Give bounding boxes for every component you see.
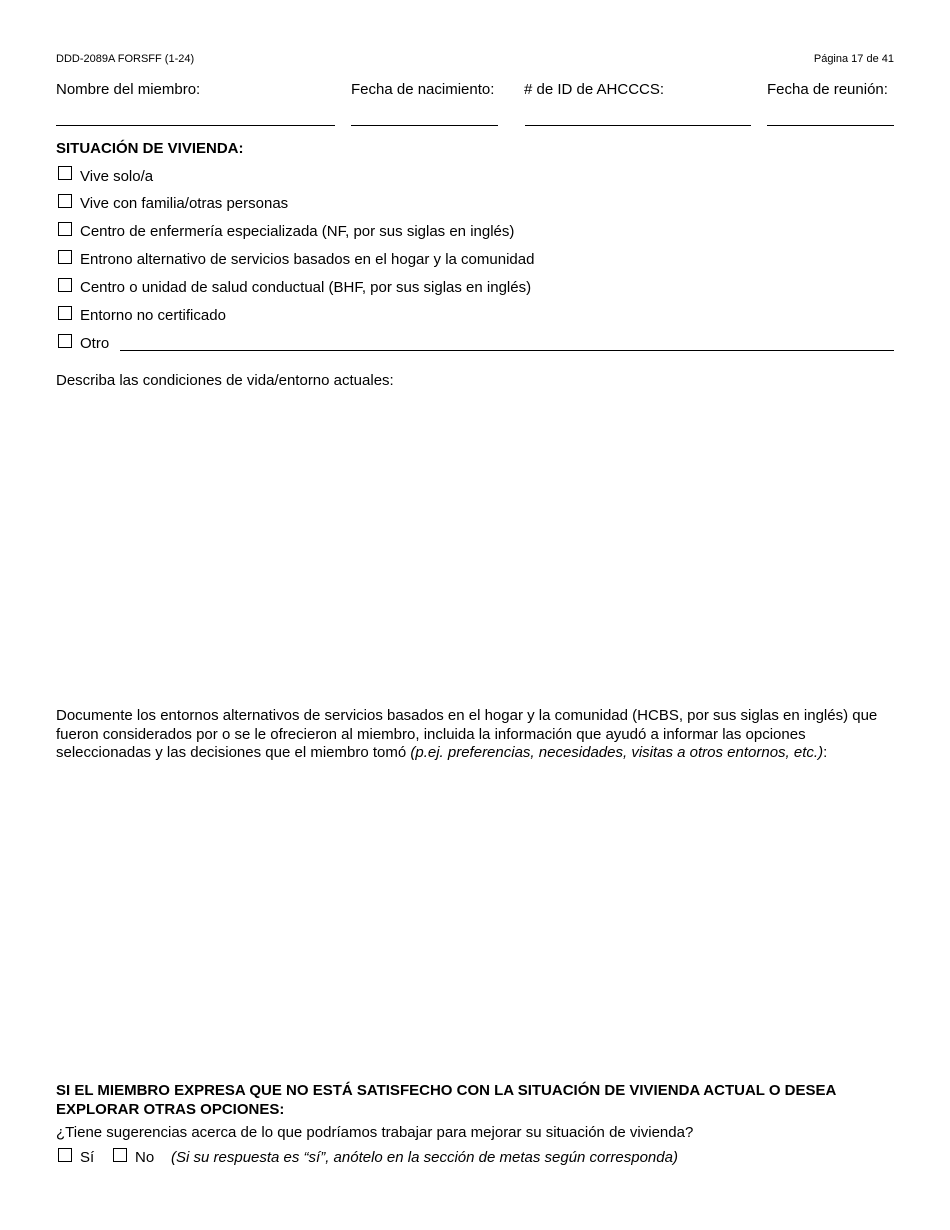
suggestions-question: ¿Tiene sugerencias acerca de lo que podríamos trabajar para mejorar su situación de vivienda?	[56, 1124, 694, 1141]
other-specify-field[interactable]	[120, 350, 894, 351]
ahcccs-id-label: # de ID de AHCCCS:	[524, 81, 665, 98]
yes-checkbox[interactable]	[58, 1148, 72, 1162]
describe-label: Describa las condiciones de vida/entorno actuales:	[56, 372, 394, 389]
option-label: Centro o unidad de salud conductual (BHF, por sus siglas en inglés)	[80, 279, 532, 296]
option-checkbox[interactable]	[58, 222, 72, 236]
yes-label: Sí	[80, 1149, 95, 1166]
member-name-label: Nombre del miembro:	[56, 81, 201, 98]
option-label: Vive solo/a	[80, 168, 154, 185]
meeting-date-field[interactable]	[767, 125, 894, 126]
option-label: Otro	[80, 335, 110, 352]
document-examples: (p.ej. preferencias, necesidades, visitas a otros entornos, etc.)	[410, 744, 824, 761]
ahcccs-id-field[interactable]	[525, 125, 751, 126]
describe-textarea[interactable]	[56, 395, 894, 695]
no-checkbox[interactable]	[113, 1148, 127, 1162]
dissatisfied-title: SI EL MIEMBRO EXPRESA QUE NO ESTÁ SATISFECHO CON LA SITUACIÓN DE VIVIENDA ACTUAL O DESEA EXPLORAR OTRAS OPCIONES:	[56, 1082, 836, 1118]
option-checkbox[interactable]	[58, 306, 72, 320]
option-label: Entorno no certificado	[80, 307, 226, 324]
birth-date-label: Fecha de nacimiento:	[351, 81, 495, 98]
member-name-field[interactable]	[56, 125, 335, 126]
document-colon: :	[823, 744, 828, 761]
option-checkbox[interactable]	[58, 334, 72, 348]
document-text: Documente los entornos alternativos de servicios basados en el hogar y la comunidad (HCBS, por sus siglas en inglés) que fueron considerados por o se le ofrecieron al miembro, incluida la información que ayudó a informar las opciones seleccionadas y las decisiones que el miembro tomó	[56, 707, 878, 761]
document-instructions	[56, 707, 896, 763]
option-label: Centro de enfermería especializada (NF, por sus siglas en inglés)	[80, 223, 515, 240]
housing-section-title: SITUACIÓN DE VIVIENDA:	[56, 140, 244, 157]
document-textarea[interactable]	[56, 770, 894, 1065]
option-label: Entrono alternativo de servicios basados en el hogar y la comunidad	[80, 251, 535, 268]
option-label: Vive con familia/otras personas	[80, 195, 289, 212]
option-checkbox[interactable]	[58, 250, 72, 264]
meeting-date-label: Fecha de reunión:	[767, 81, 888, 98]
yes-note: (Si su respuesta es “sí”, anótelo en la sección de metas según corresponda)	[171, 1149, 678, 1166]
option-checkbox[interactable]	[58, 166, 72, 180]
no-label: No	[135, 1149, 155, 1166]
option-checkbox[interactable]	[58, 194, 72, 208]
birth-date-field[interactable]	[351, 125, 498, 126]
page-number: Página 17 de 41	[813, 53, 894, 65]
form-code: DDD-2089A FORSFF (1-24)	[56, 53, 195, 65]
option-checkbox[interactable]	[58, 278, 72, 292]
